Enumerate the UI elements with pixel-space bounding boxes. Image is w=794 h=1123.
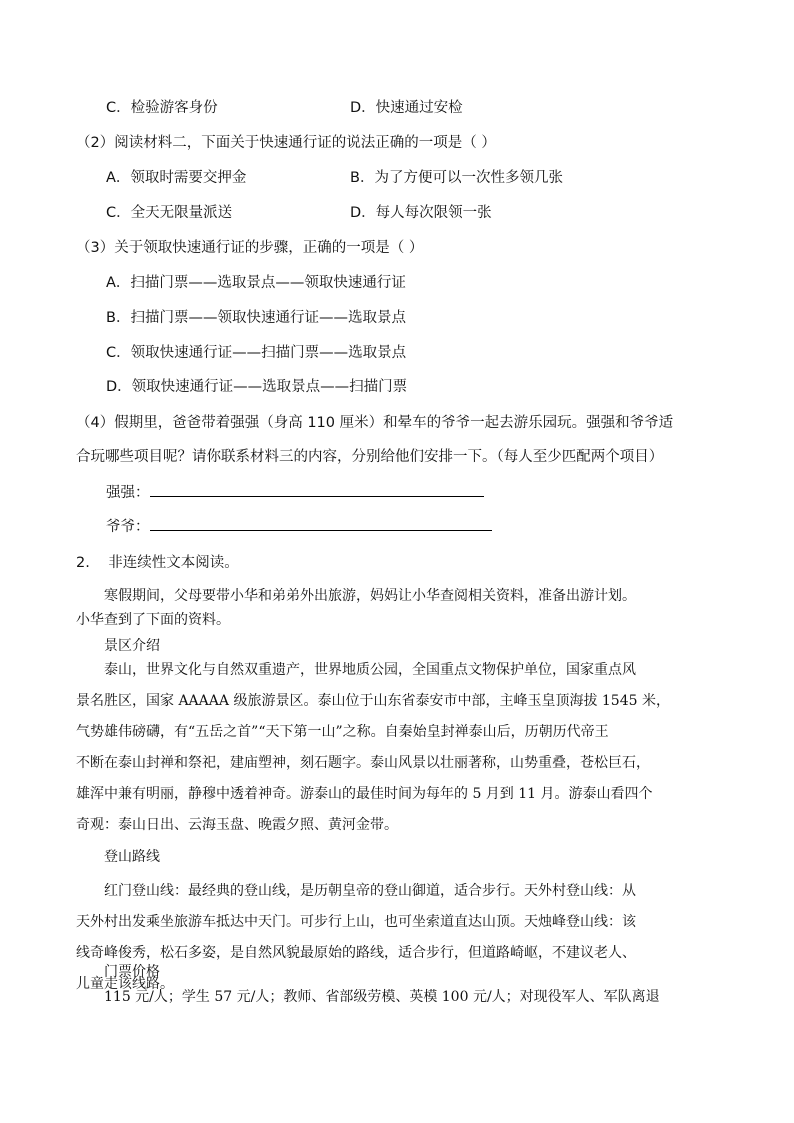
paragraph-line: 泰山，世界文化与自然双重遗产，世界地质公园，全国重点文物保护单位，国家重点风 <box>104 662 636 678</box>
q3-stem: （3）关于领取快速通行证的步骤，正确的一项是（ ） <box>76 240 424 256</box>
answer-blank-qiangqiang[interactable] <box>150 482 484 497</box>
paragraph-ticket-prices <box>76 982 716 1013</box>
q2-option-b: B．为了方便可以一次性多领几张 <box>350 170 563 186</box>
paragraph-line: 景名胜区，国家 AAAAA 级旅游景区。泰山位于山东省泰安市中部，主峰玉皇顶海拔 1545 米， <box>76 693 670 709</box>
q2-stem: （2）阅读材料二，下面关于快速通行证的说法正确的一项是（ ） <box>76 135 496 151</box>
q4-stem-line2: 合玩哪些项目呢？请你联系材料三的内容，分别给他们安排一下。（每人至少匹配两个项目） <box>76 449 664 465</box>
paragraph-line: 奇观：泰山日出、云海玉盘、晚霞夕照、黄河金带。 <box>76 817 398 833</box>
answer-label-qiangqiang: 强强： <box>106 485 150 501</box>
q3-option-d: D．领取快速通行证——选取景点——扫描门票 <box>106 379 408 395</box>
q2-option-d: D．每人每次限领一张 <box>350 205 492 221</box>
q2-option-c: C．全天无限量派送 <box>106 205 233 221</box>
subheading-scenic-intro: 景区介绍 <box>104 638 160 654</box>
subheading-hiking-routes: 登山路线 <box>104 849 160 865</box>
q2-option-a: A．领取时需要交押金 <box>106 170 247 186</box>
intro-line1: 寒假期间，父母要带小华和弟弟外出旅游，妈妈让小华查阅相关资料，准备出游计划。 <box>104 588 636 604</box>
paragraph-line: 气势雄伟磅礴，有“五岳之首”“天下第一山”之称。自秦始皇封禅泰山后，历朝历代帝王 <box>76 724 609 740</box>
answer-row-yeye <box>106 516 492 537</box>
q1-option-c: C．检验游客身份 <box>106 100 218 116</box>
paragraph-line: 雄浑中兼有明丽，静穆中透着神奇。游泰山的最佳时间为每年的 5 月到 11 月。游泰山看四个 <box>76 786 653 802</box>
paragraph-line: 115 元/人；学生 57 元/人；教师、省部级劳模、英模 100 元/人；对现役军人、军队离退 <box>104 989 660 1005</box>
paragraph-line: 线奇峰俊秀，松石多姿，是自然风貌最原始的路线，适合步行，但道路崎岖，不建议老人、 <box>76 945 636 961</box>
intro-line2: 小华查到了下面的资料。 <box>76 612 230 628</box>
answer-row-qiangqiang <box>106 482 484 503</box>
paragraph-line: 儿童走该线路。 <box>76 976 174 992</box>
q3-option-c: C．领取快速通行证——扫描门票——选取景点 <box>106 345 407 361</box>
q1-option-d: D．快速通过安检 <box>350 100 463 116</box>
paragraph-scenic-intro <box>76 655 716 841</box>
subheading-ticket-prices: 门票价格 <box>104 964 160 980</box>
q3-option-a: A．扫描门票——选取景点——领取快速通行证 <box>106 275 406 291</box>
answer-label-yeye: 爷爷： <box>106 519 150 535</box>
paragraph-line: 天外村出发乘坐旅游车抵达中天门。可步行上山，也可坐索道直达山顶。天烛峰登山线：该 <box>76 914 636 930</box>
q3-option-b: B．扫描门票——领取快速通行证——选取景点 <box>106 310 406 326</box>
paragraph-hiking-routes <box>76 845 716 1000</box>
paragraph-line: 红门登山线：最经典的登山线，是历朝皇帝的登山御道，适合步行。天外村登山线：从 <box>104 883 636 899</box>
q4-stem-line1: （4）假期里，爸爸带着强强（身高 110 厘米）和晕车的爷爷一起去游乐园玩。强强和爷爷适 <box>76 415 674 431</box>
paragraph-line: 不断在泰山封禅和祭祀，建庙塑神，刻石题字。泰山风景以壮丽著称，山势重叠，苍松巨石， <box>76 755 650 771</box>
section2-heading: 2. 非连续性文本阅读。 <box>76 555 239 571</box>
answer-blank-yeye[interactable] <box>150 516 492 531</box>
